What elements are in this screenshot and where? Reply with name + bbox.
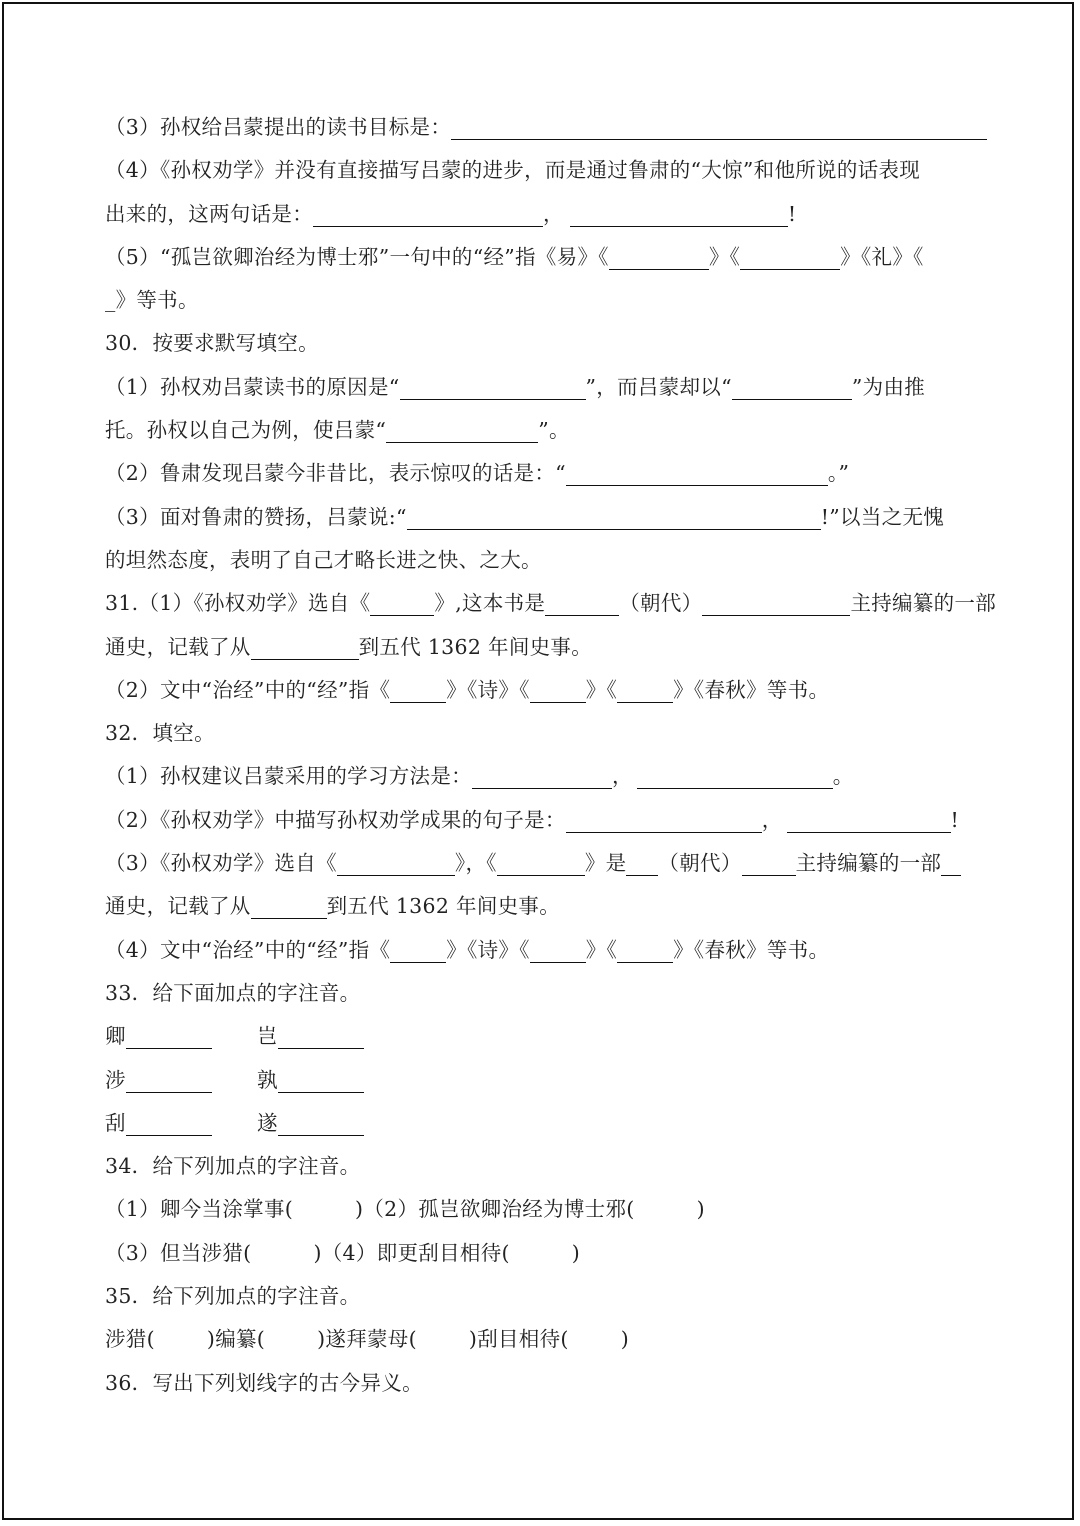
q32-title: 32．填空。 (105, 721, 215, 746)
q29-part4-cont: 出来的，这两句话是： ， ! (105, 201, 797, 226)
answer-blank[interactable] (390, 940, 446, 963)
q31-part2: （2）文中“治经”中的“经”指《 》《诗》《 》《 》《春秋》等书。 (105, 677, 830, 702)
answer-blank[interactable] (126, 1026, 212, 1049)
answer-blank[interactable] (530, 940, 586, 963)
answer-blank[interactable] (370, 593, 434, 616)
q35-title: 35．给下列加点的字注音。 (105, 1284, 361, 1309)
q30-part2: （2）鲁肃发现吕蒙今非昔比，表示惊叹的话是：“ 。” (105, 461, 850, 486)
q29-part5: （5）“孤岂欲卿治经为博士邪”一句中的“经”指《易》《 》《 》《礼》《 (105, 244, 924, 269)
q34-row1: （1）卿今当涂掌事( )（2）孤岂欲卿治经为博士邪( ) (105, 1197, 705, 1222)
answer-blank[interactable] (609, 247, 709, 270)
answer-blank[interactable] (617, 940, 673, 963)
answer-blank[interactable] (386, 420, 538, 443)
q33-row1: 卿 岂 (105, 1015, 1035, 1058)
answer-blank[interactable] (545, 593, 619, 616)
q30-part1-cont: 托。孙权以自己为例，使吕蒙“ ”。 (105, 418, 570, 443)
q29-part5-cont: _》等书。 (105, 288, 199, 313)
q33-row3: 刮 遂 (105, 1102, 1035, 1145)
worksheet-page (2, 2, 1074, 1520)
answer-blank[interactable] (390, 680, 446, 703)
answer-blank[interactable] (566, 463, 828, 486)
answer-blank[interactable] (566, 810, 762, 833)
answer-blank[interactable] (787, 810, 951, 833)
q34-row2: （3）但当涉猎( )（4）即更刮目相待( ) (105, 1240, 581, 1265)
q33-title: 33．给下面加点的字注音。 (105, 980, 361, 1005)
answer-blank[interactable] (251, 896, 327, 919)
answer-blank[interactable] (126, 1113, 212, 1136)
q31-part1: 31.（1）《孙权劝学》选自《 》,这本书是 （朝代） 主持编纂的一部 (105, 591, 997, 616)
answer-blank[interactable] (530, 680, 586, 703)
q32-part1: （1）孙权建议吕蒙采用的学习方法是： ， 。 (105, 764, 854, 789)
answer-blank[interactable] (251, 637, 359, 660)
q29-part4: （4）《孙权劝学》并没有直接描写吕蒙的进步，而是通过鲁肃的“大惊”和他所说的话表现 (105, 158, 921, 183)
answer-blank[interactable] (497, 853, 585, 876)
answer-blank[interactable] (472, 766, 612, 789)
q31-part1-cont: 通史，记载了从 到五代 1362 年间史事。 (105, 634, 593, 659)
q30-title: 30．按要求默写填空。 (105, 331, 319, 356)
answer-blank[interactable] (732, 377, 852, 400)
q30-part3: （3）面对鲁肃的赞扬，吕蒙说:“ !”以当之无愧 (105, 504, 945, 529)
answer-blank[interactable] (617, 680, 673, 703)
answer-blank[interactable] (451, 117, 987, 140)
answer-blank[interactable] (337, 853, 455, 876)
answer-blank[interactable] (126, 1070, 212, 1093)
q32-part4: （4）文中“治经”中的“经”指《 》《诗》《 》《 》《春秋》等书。 (105, 937, 830, 962)
answer-blank[interactable] (570, 204, 788, 227)
answer-blank[interactable] (278, 1026, 364, 1049)
q30-part1: （1）孙权劝吕蒙读书的原因是“ ”，而吕蒙却以“ ”为由推 (105, 374, 926, 399)
answer-blank[interactable] (637, 766, 833, 789)
q35-row: 涉猎( )编纂( )遂拜蒙母( )刮目相待( ) (105, 1327, 630, 1352)
answer-blank[interactable] (278, 1070, 364, 1093)
answer-blank[interactable] (400, 377, 586, 400)
q33-row2: 涉 孰 (105, 1059, 1035, 1102)
answer-blank[interactable] (742, 853, 796, 876)
answer-blank[interactable] (626, 853, 658, 876)
answer-blank[interactable] (313, 204, 543, 227)
answer-blank[interactable] (702, 593, 850, 616)
answer-blank[interactable] (740, 247, 840, 270)
q29-part3: （3）孙权给吕蒙提出的读书目标是： (105, 106, 1035, 149)
q30-part3-cont: 的坦然态度，表明了自己才略长进之快、之大。 (105, 547, 542, 572)
q32-part2: （2）《孙权劝学》中描写孙权劝学成果的句子是： ， ! (105, 807, 960, 832)
answer-blank[interactable] (407, 507, 821, 530)
q32-part3: （3）《孙权劝学》选自《 》，《 》是 （朝代） 主持编纂的一部 (105, 842, 1035, 885)
q36-title: 36．写出下列划线字的古今异义。 (105, 1370, 423, 1395)
q34-title: 34．给下列加点的字注音。 (105, 1154, 361, 1179)
q32-part3-cont: 通史，记载了从 到五代 1362 年间史事。 (105, 894, 561, 919)
worksheet-content (105, 106, 1035, 1405)
answer-blank[interactable] (941, 853, 961, 876)
answer-blank[interactable] (278, 1113, 364, 1136)
